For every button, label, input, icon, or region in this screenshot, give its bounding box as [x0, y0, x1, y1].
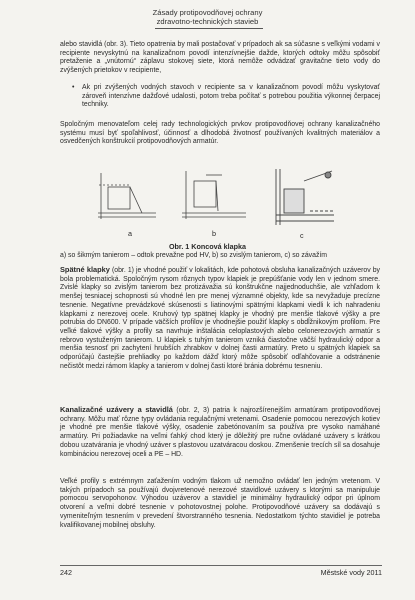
- heading-sewer-gates: Kanalizačné uzávery a stavidlá: [60, 405, 173, 414]
- heading-check-valves: Spätné klapky: [60, 265, 110, 274]
- figure-caption: Obr. 1 Koncová klapka: [168, 242, 247, 251]
- text-sewer-gates: (obr. 2, 3) patria k najrozšírenejším armatúram protipovodňovej ochrany. Môžu mať rôzne typy ovládania regulačnými vretenami. Osadenie pomocou nerezových kotiev je vhodné pre menšie tlakové výšky, osadenie zabetónovaním sa používa pre vysoko namáhané armatúry. Pri požiadavke na veľmi ťahký chod který je dôležitý pre ručne ovládané uzávery s krátkou dobou uzatvárania je vhodný uzáver s plastovou uzatváracou doskou. Zmenšenie trecích síl sa dosahuje kombináciou nerezovej oceli a PE – HD.: [60, 407, 380, 458]
- figure-label-b: b: [212, 229, 216, 238]
- paragraph-check-valves: [60, 266, 380, 371]
- figure-drawing: [96, 167, 336, 233]
- header-line-2: zdravotno-technických stavieb: [156, 17, 259, 26]
- paragraph-sewer-gates: [60, 406, 380, 459]
- journal-name: Městské vody 2011: [320, 568, 382, 577]
- footer-rule: [60, 565, 382, 566]
- figure-end-flap: [96, 167, 336, 233]
- bullet-paragraph: Ak pri zvýšených vodných stavoch v recipiente sa v kanalizačnom povodí môžu vyskytovať zároveň intenzívne dažďové udalosti, potom treba počítať s potrebou použitia výkonnej čerpacej techniky.: [82, 84, 380, 109]
- figure-label-a: a: [128, 229, 132, 238]
- figure-label-c: c: [300, 231, 304, 240]
- paragraph-continuation: alebo stavidlá (obr. 3). Tieto opatrenia by mali postačovať v prípadoch ak sa súčasne s veľkými vodami v recipiente nevyskytnú na kanalizačnom povodí intenzívnejšie dažde, ktorých odtoky môžu spôsobiť pretaženie a „vnútornú“ záplavu stokovej siete, ktorá nemôže odvádzať gravitačne tieto vody do zvýšených prietokov v recipiente,: [60, 41, 380, 75]
- header-rule: [155, 28, 263, 29]
- paragraph-common-denominator: Spoločným menovateľom celej rady technologických prvkov protipovodňovej ochrany kanalizačného systému musí byť spoľahlivosť, účinnosť a dlhodobá životnosť používaných kvalitných materiálov a osvedčených konštrukcií protipovodňových armatúr.: [60, 121, 380, 146]
- text-check-valves: (obr. 1) je vhodné použiť v lokalitách, kde pohotová obsluha kanalizačných uzáverov by bola problematická. Spoločným rysom rôznych typov klapiek je prepúšťanie vody len v jednom smere. Zvislé klapky so zvislým tanierom bez protizávažia sú konštrukčne najjednoduchšie, ale vzhľadom k menšej tesniacej schopnosti sú vhodné len pre menej významné objekty, kde sa nevyžaduje precízne tesnenie. Negatívne prevádzkové skúsenosti s liatinovými spätnými klapkami viedli k ich nahradeniu klapkami z nerezovej ocele. Kruhový typ spätnej klapky je vhodný pre menšie tlakové výšky a pre potrubia do DN600. V prípade väčších profilov je vhodnejšie použiť klapky s obdĺžnikovým profilom. Pre veľké tlakové výšky a profily sa navrhuje inštalácia celoplastových alebo celonerezových armatúr s rebrovo vystuženým tanierom. U klapiek s tuhým tanierom vzniká čiastočne väčší hydraulický odpor a menšia tesnosť pri zachytení hrubších zhrabkov v dolnej časti armatúry. Preto u spätných klapiek sa odporúčajú častejšie prehliadky po každom dážď ktorý môže spôsobiť odľahčovanie a odstránenie nečistôt medzi rámom klapky a tanierom v dolnej časti ktoré bránia dobrému tesneniu.: [60, 267, 380, 370]
- bullet-icon: •: [72, 84, 75, 91]
- paragraph-large-profiles: Veľké profily s extrémnym zaťažením vodným tlakom už nemožno ovládať len jedným vretenom. V takých prípadoch sa používajú dvojvretenové nerezové stavidlové uzávery s ktorými sa manipuluje pomocou servopohonov. Výhodou uzáverov a stavidiel je minimálny hydraulický odpor pri úplnom otvorení a veľmi dobré tesnenie v pohotovostnej polohe. Protipovodňové uzávery sa dodávajú s vymeniteľným tesnením v prevedení štvorstranného tesnenia. Nedostatkom týchto stavidiel je potreba kvalifikovanej mobilnej obsluhy.: [60, 478, 380, 529]
- running-header: [0, 8, 415, 26]
- figure-legend: a) so šikmým tanierom – odtok prevažne pod HV, b) so zvislým tanierom, c) so závažím: [60, 252, 328, 259]
- page-number: 242: [60, 568, 72, 577]
- header-line-1: Zásady protipovodňovej ochrany: [152, 8, 263, 17]
